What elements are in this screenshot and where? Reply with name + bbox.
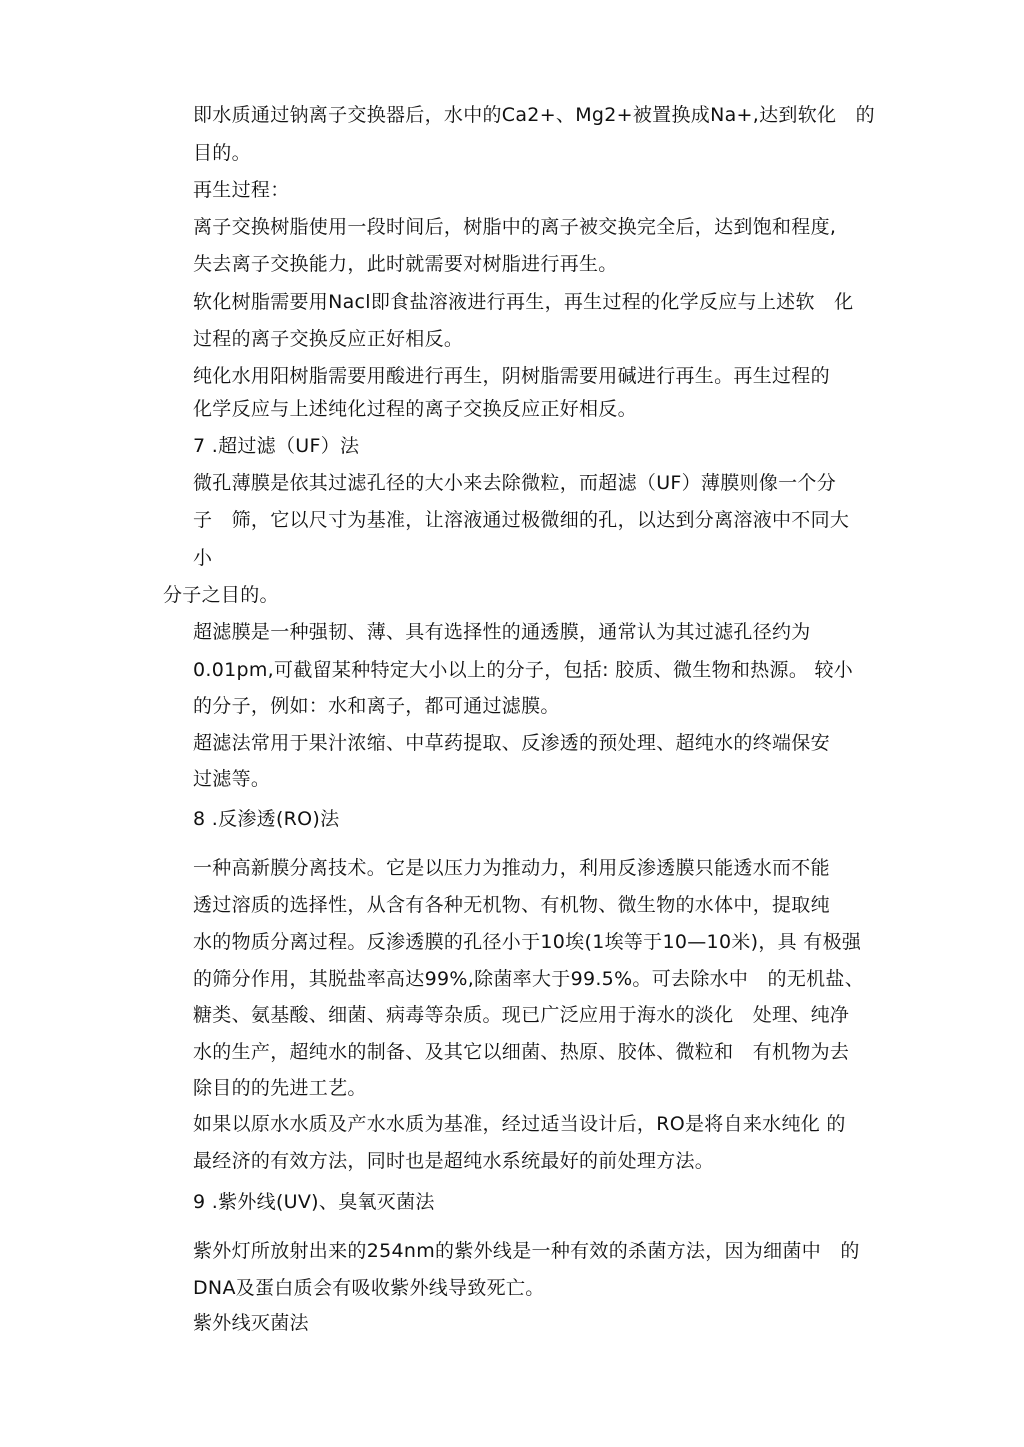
text-line: 0.01pm,可截留某种特定大小以上的分子，包括: 胶质、微生物和热源。 较小 [193,659,854,681]
text-line: 失去离子交换能力，此时就需要对树脂进行再生。 [193,253,618,275]
text-line: DNA及蛋白质会有吸收紫外线导致死亡。 [193,1277,545,1299]
text-line: 离子交换树脂使用一段时间后，树脂中的离子被交换完全后，达到饱和程度, [193,216,837,238]
text-line: 除目的的先进工艺。 [193,1077,367,1099]
text-line: 再生过程： [193,179,290,201]
text-line: 软化树脂需要用Nacl即食盐溶液进行再生，再生过程的化学反应与上述软 化 [193,291,854,313]
text-line: 超滤法常用于果汁浓缩、中草药提取、反渗透的预处理、超纯水的终端保安 [193,732,830,754]
text-line: 如果以原水水质及产水水质为基准，经过适当设计后，RO是将自来水纯化 的 [193,1113,846,1135]
text-line: 分子之目的。 [163,584,279,606]
text-line: 紫外灯所放射出来的254nm的紫外线是一种有效的杀菌方法，因为细菌中 的 [193,1240,860,1262]
text-line: 超滤膜是一种强韧、薄、具有选择性的通透膜，通常认为其过滤孔径约为 [193,621,811,643]
text-line: 水的生产，超纯水的制备、及其它以细菌、热原、胶体、微粒和 有机物为去 [193,1041,850,1063]
text-line: 的分子，例如：水和离子，都可通过滤膜。 [193,695,560,717]
section-heading-7: 7 .超过滤（UF）法 [193,435,360,457]
text-line: 一种高新膜分离技术。它是以压力为推动力，利用反渗透膜只能透水而不能 [193,857,830,879]
section-heading-9: 9 .紫外线(UV)、臭氧灭菌法 [193,1191,435,1213]
text-line: 透过溶质的选择性，从含有各种无机物、有机物、微生物的水体中，提取纯 [193,894,830,916]
text-line: 紫外线灭菌法 [193,1312,309,1334]
text-line: 的筛分作用，其脱盐率高达99%,除菌率大于99.5%。可去除水中 的无机盐、 [193,968,865,990]
text-line: 小 [193,547,213,569]
text-line: 子 筛，它以尺寸为基准，让溶液通过极微细的孔，以达到分离溶液中不同大 [193,509,850,531]
text-line: 糖类、氨基酸、细菌、病毒等杂质。现已广泛应用于海水的淡化 处理、纯净 [193,1004,850,1026]
text-line: 过程的离子交换反应正好相反。 [193,328,464,350]
text-line: 纯化水用阳树脂需要用酸进行再生，阴树脂需要用碱进行再生。再生过程的 [193,365,830,387]
text-line: 化学反应与上述纯化过程的离子交换反应正好相反。 [193,398,637,420]
text-line: 即水质通过钠离子交换器后，水中的Ca2+、Mg2+被置换成Na+,达到软化 的 [193,104,875,126]
text-line: 过滤等。 [193,768,271,790]
text-line: 水的物质分离过程。反渗透膜的孔径小于10埃(1埃等于10—10米)，具 有极强 [193,931,862,953]
text-line: 目的。 [193,142,251,164]
text-line: 微孔薄膜是依其过滤孔径的大小来去除微粒，而超滤（UF）薄膜则像一个分 [193,472,837,494]
section-heading-8: 8 .反渗透(RO)法 [193,808,340,830]
text-line: 最经济的有效方法，同时也是超纯水系统最好的前处理方法。 [193,1150,715,1172]
